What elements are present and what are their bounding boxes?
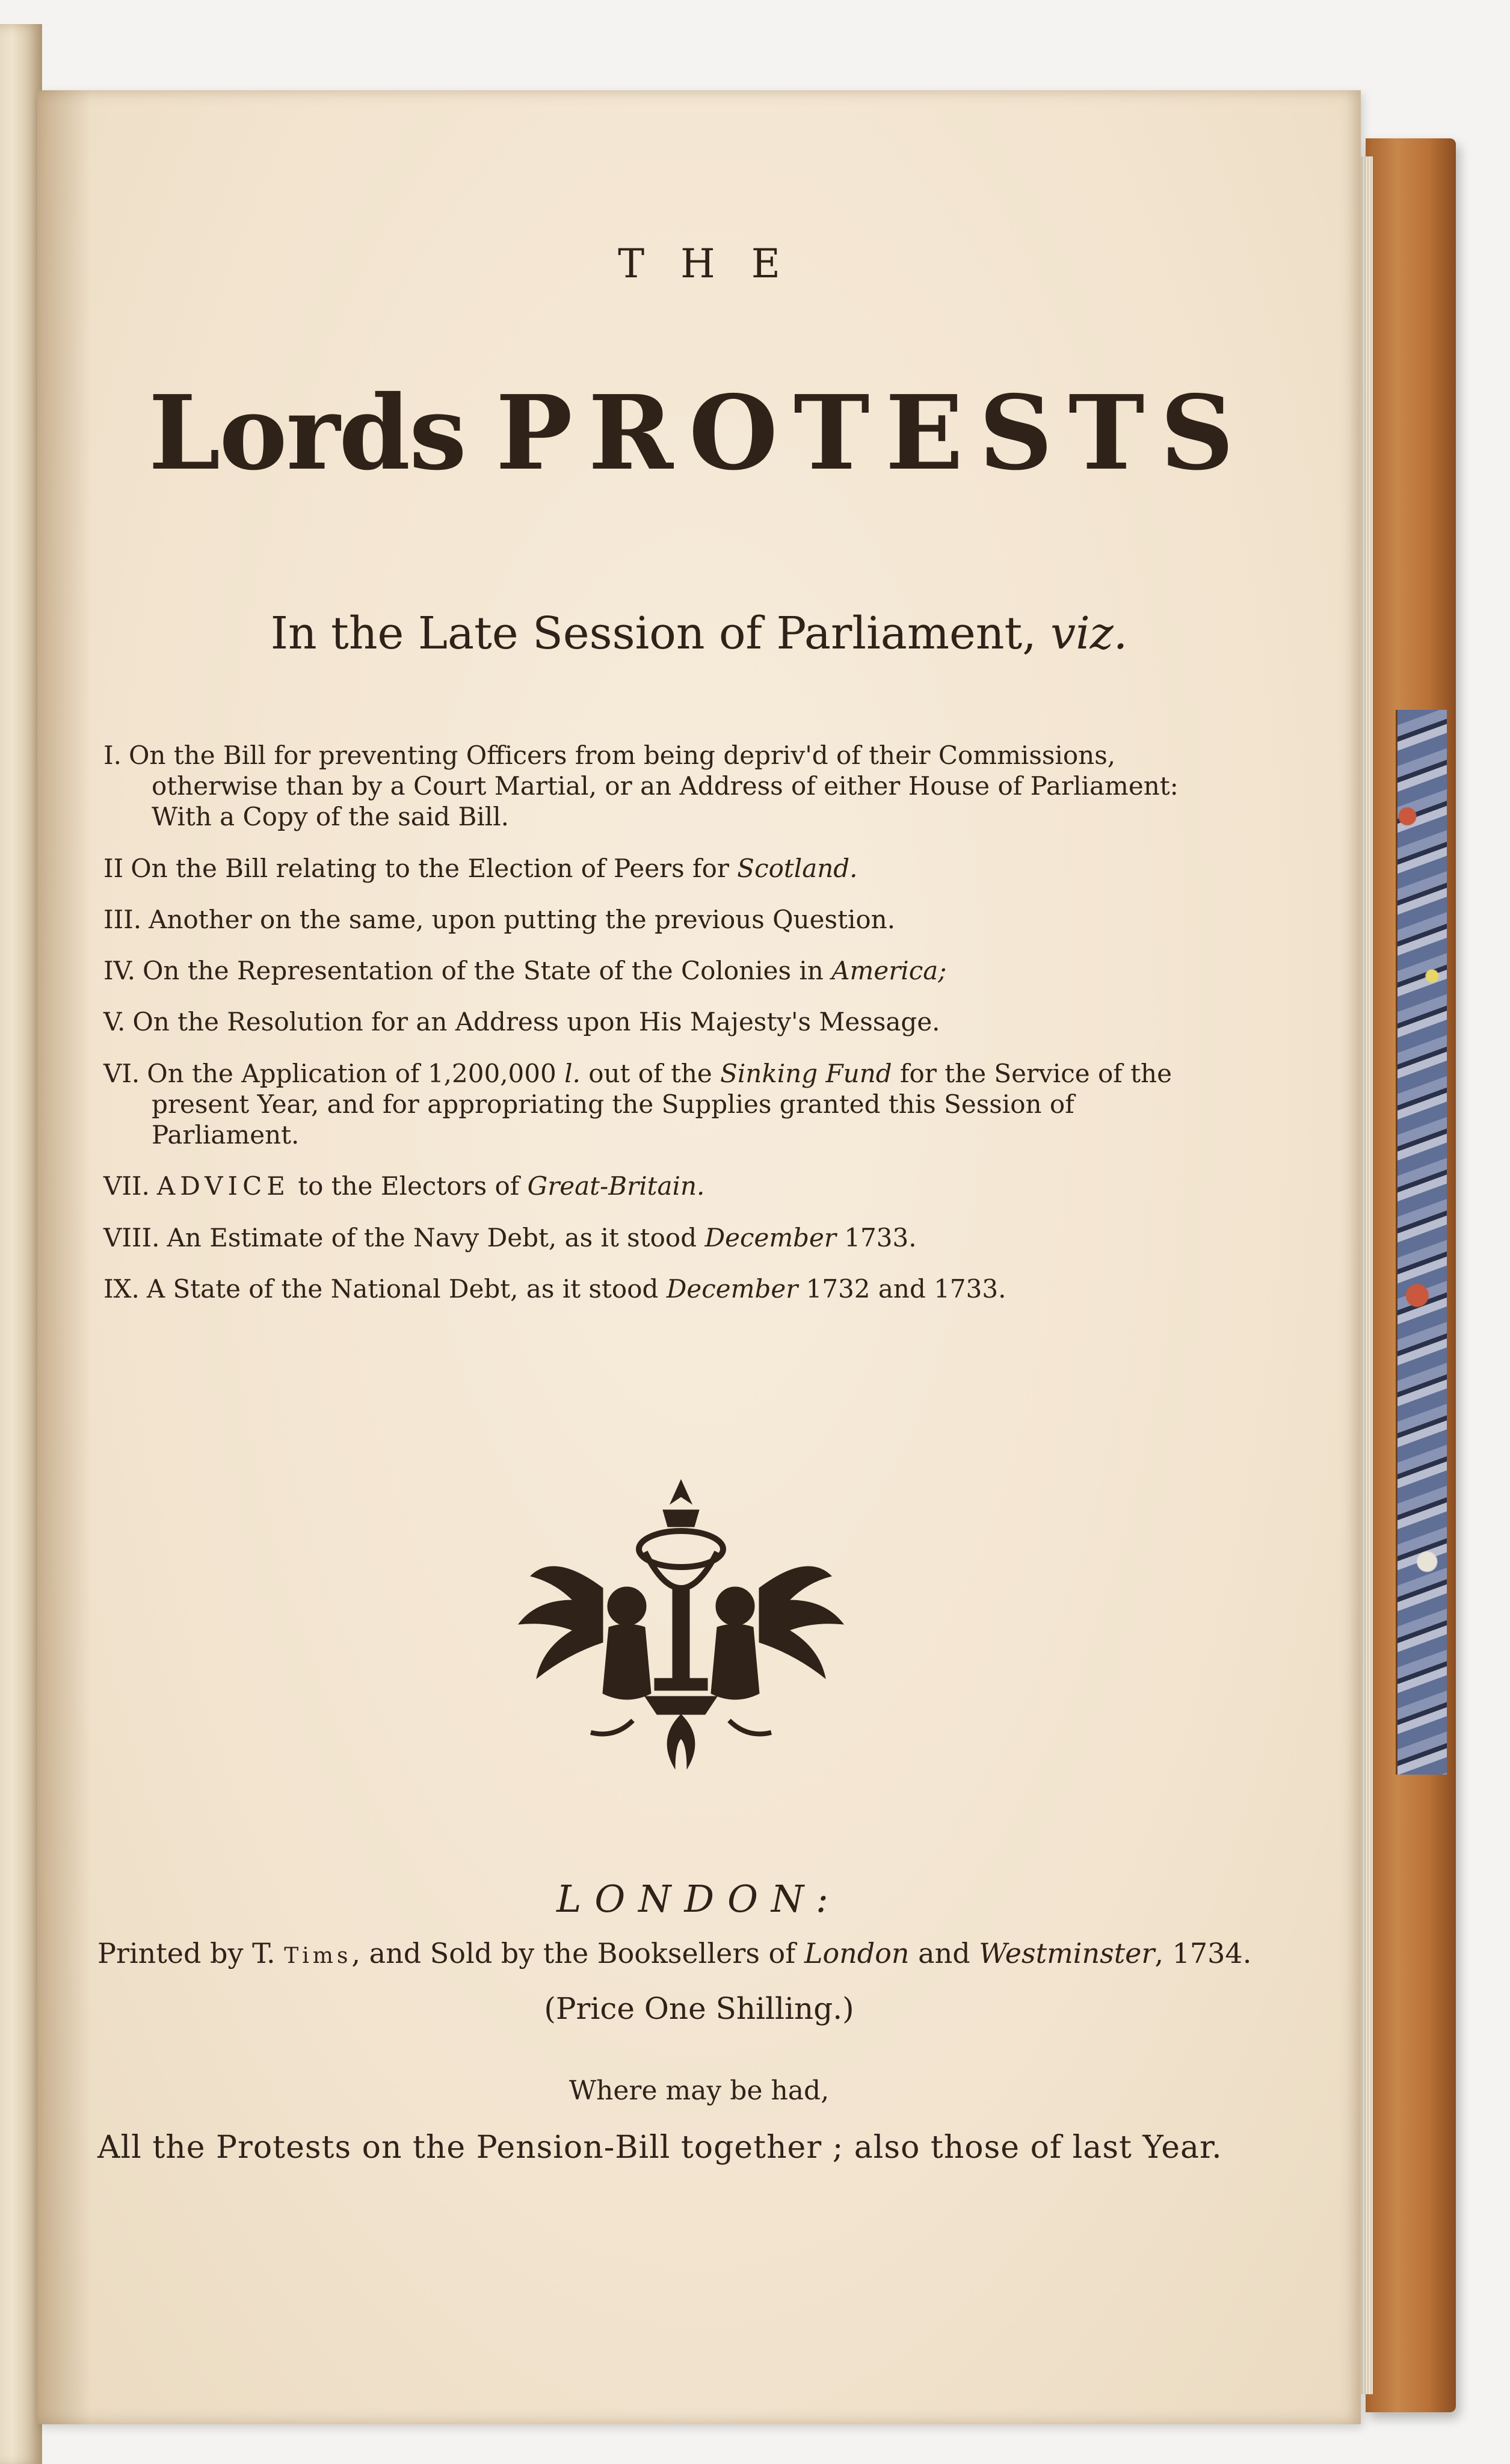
imprint-italic: Westminster [979, 1937, 1155, 1970]
item-number: III. [103, 904, 142, 934]
item-number: VIII. [103, 1222, 160, 1252]
item-text: for the Service of the present Year, and for appropriating the Supplies granted this Session of Parliament. [152, 1058, 1172, 1150]
printers-ornament-icon [513, 1468, 849, 1781]
item-italic: America; [831, 956, 947, 986]
imprint-text: Printed by T. [97, 1937, 285, 1970]
item-number: II [103, 853, 124, 883]
imprint-italic: London [804, 1937, 910, 1970]
list-item [103, 740, 1204, 833]
item-text: A State of the National Debt, as it stood [146, 1274, 667, 1304]
title-the: THE [618, 241, 816, 287]
imprint-where: Where may be had, [569, 2075, 830, 2106]
subtitle-text: In the Late Session of Parliament, [270, 608, 1037, 659]
page-title [37, 373, 1361, 493]
list-item [103, 1006, 1204, 1037]
list-item [103, 1171, 1204, 1201]
contents-list [103, 740, 1204, 1325]
item-italic: December [704, 1222, 836, 1252]
list-item [103, 904, 1204, 935]
item-text: On the Resolution for an Address upon His Majesty's Message. [132, 1007, 940, 1037]
item-text: Another on the same, upon putting the previous Question. [149, 904, 896, 934]
item-caps: ADVICE [156, 1171, 290, 1201]
item-italic: Great-Britain. [527, 1171, 705, 1201]
imprint-printer-name: Tims [284, 1944, 352, 1968]
marbled-endpaper [1396, 710, 1447, 1775]
item-number: IX. [103, 1274, 140, 1304]
title-protests: PROTESTS [495, 373, 1250, 493]
item-number: IV. [103, 956, 135, 986]
subtitle-viz: viz. [1050, 608, 1128, 659]
list-item [103, 955, 1204, 986]
imprint-text: and [909, 1937, 979, 1970]
item-text: On the Bill for preventing Officers from being depriv'd of their Commissions, otherwise than by a Court Martial, or an Address of either House of Parliament: With a Copy of the said Bill. [128, 741, 1179, 832]
facing-page-edge [0, 24, 42, 2464]
item-italic: Sinking Fund [720, 1058, 892, 1088]
list-item [103, 1222, 1204, 1253]
imprint-year: , 1734. [1154, 1937, 1252, 1970]
imprint-city: LONDON: [556, 1877, 842, 1921]
imprint-price: (Price One Shilling.) [544, 1991, 854, 2026]
item-italic: Scotland. [737, 853, 858, 883]
item-number: I. [103, 741, 122, 770]
title-page [37, 90, 1361, 2424]
subtitle [37, 608, 1361, 659]
title-lords: Lords [148, 373, 466, 493]
item-text: to the Electors of [289, 1171, 528, 1201]
item-text: On the Representation of the State of the Colonies in [142, 956, 832, 986]
list-item [103, 1058, 1204, 1151]
item-number: V. [103, 1007, 126, 1037]
item-italic: December [666, 1274, 798, 1304]
list-item [103, 1274, 1204, 1304]
imprint-text: , and Sold by the Booksellers of [351, 1937, 804, 1970]
imprint-advert: All the Protests on the Pension-Bill together ; also those of last Year. [97, 2130, 1222, 2166]
item-text: On the Bill relating to the Election of Peers for [131, 853, 738, 883]
item-text: out of the [580, 1058, 721, 1088]
item-text: 1732 and 1733. [798, 1274, 1006, 1304]
item-text: An Estimate of the Navy Debt, as it stood [167, 1222, 705, 1252]
imprint-printed-by [97, 1937, 1252, 1970]
item-number: VII. [103, 1171, 150, 1201]
item-number: VI. [103, 1058, 140, 1088]
item-text: On the Application of 1,200,000 [147, 1058, 565, 1088]
item-italic: l. [564, 1058, 581, 1088]
item-text: 1733. [836, 1222, 917, 1252]
list-item [103, 853, 1204, 884]
